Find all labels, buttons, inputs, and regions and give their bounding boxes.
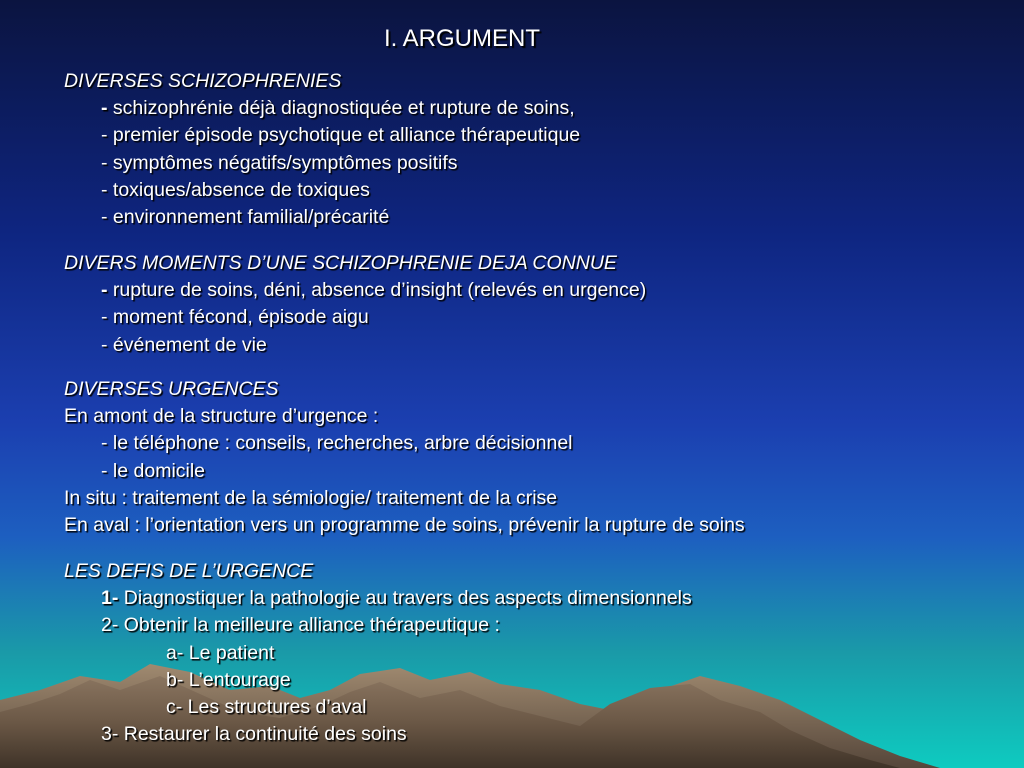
bullet-line: - événement de vie [101,333,267,356]
sub-item-line: c- Les structures d’aval [166,695,367,718]
bullet-line: - rupture de soins, déni, absence d’insight (relevés en urgence) [101,279,647,302]
section-heading: DIVERSES URGENCES [64,378,279,400]
section-heading: DIVERS MOMENTS D’UNE SCHIZOPHRENIE DEJA CONNUE [64,252,617,274]
section-defis-urgence [64,558,964,748]
text-line: In situ : traitement de la sémiologie/ traitement de la crise [64,486,558,509]
bullet-line: - moment fécond, épisode aigu [101,306,369,329]
section-divers-moments [64,250,964,359]
bullet-line: - premier épisode psychotique et alliance thérapeutique [101,124,581,147]
bullet-line: - environnement familial/précarité [101,205,390,228]
section-diverses-urgences [64,376,964,539]
bullet-line: - toxiques/absence de toxiques [101,178,370,201]
section-heading: LES DEFIS DE L’URGENCE [64,560,314,582]
bullet-line: - le domicile [101,459,206,482]
section-diverses-schizophrenies [64,68,964,231]
section-heading: DIVERSES SCHIZOPHRENIES [64,70,342,92]
bullet-line: - symptômes négatifs/symptômes positifs [101,151,458,174]
sub-item-line: a- Le patient [166,641,275,664]
slide-title: I. ARGUMENT [383,25,540,52]
text-line: En aval : l’orientation vers un programme de soins, prévenir la rupture de soins [64,513,745,536]
sub-item-line: b- L’entourage [166,668,291,691]
numbered-line: 1- Diagnostiquer la pathologie au travers des aspects dimensionnels [101,587,692,610]
numbered-line: 2- Obtenir la meilleure alliance thérapeutique : [101,614,500,637]
numbered-line: 3- Restaurer la continuité des soins [101,723,407,746]
bullet-line: - schizophrénie déjà diagnostiquée et rupture de soins, [101,97,575,120]
text-line: En amont de la structure d’urgence : [64,405,379,428]
bullet-line: - le téléphone : conseils, recherches, arbre décisionnel [101,432,573,455]
